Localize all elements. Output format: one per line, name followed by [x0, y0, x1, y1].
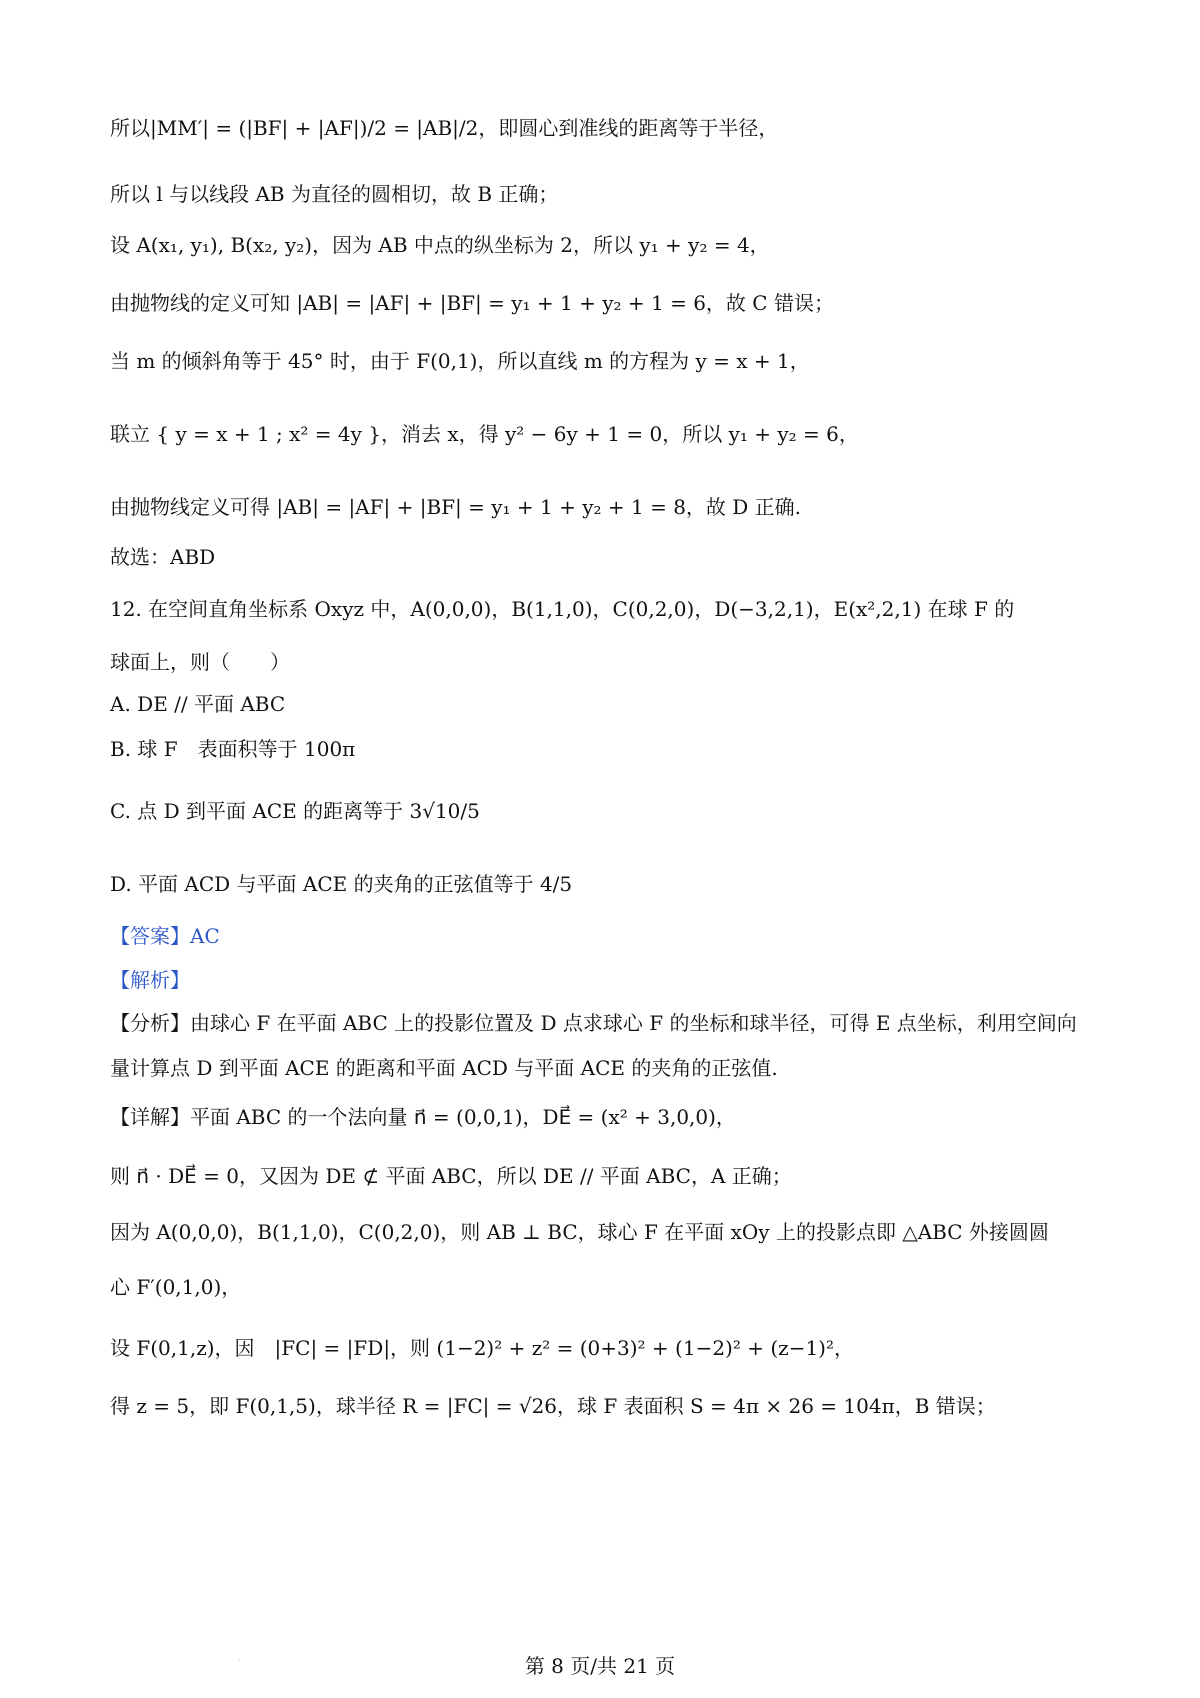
text-line: 由抛物线的定义可知 |AB| = |AF| + |BF| = y₁ + 1 + y₂ + 1 = 6，故 C 错误；	[110, 291, 834, 315]
text-line: 设 F(0,1,z)，因 |FC| = |FD|，则 (1−2)² + z² = (0+3)² + (1−2)² + (z−1)²，	[110, 1336, 854, 1360]
text-line: 球面上，则（ ）	[110, 650, 290, 674]
text-line: 则 n⃗ · DE⃗ = 0，又因为 DE ⊄ 平面 ABC，所以 DE // 平面 ABC，A 正确；	[110, 1164, 792, 1188]
text-line: 由抛物线定义可得 |AB| = |AF| + |BF| = y₁ + 1 + y₂ + 1 = 8，故 D 正确.	[110, 495, 802, 519]
option-a: A. DE // 平面 ABC	[110, 692, 286, 716]
text-line: 【详解】平面 ABC 的一个法向量 n⃗ = (0,0,1)，DE⃗ = (x² + 3,0,0)，	[110, 1105, 736, 1129]
text-line: 【分析】由球心 F 在平面 ABC 上的投影位置及 D 点求球心 F 的坐标和球半径，可得 E 点坐标，利用空间向	[110, 1011, 1077, 1035]
text-line: 量计算点 D 到平面 ACE 的距离和平面 ACD 与平面 ACE 的夹角的正弦值.	[110, 1056, 778, 1080]
text-line: 心 F′(0,1,0)，	[110, 1275, 242, 1299]
text-line: 所以|MM′| = (|BF| + |AF|)/2 = |AB|/2，即圆心到准线的距离等于半径，	[110, 116, 779, 140]
page-footer: 第 8 页/共 21 页	[524, 1654, 676, 1678]
text-line: 得 z = 5，即 F(0,1,5)，球半径 R = |FC| = √26，球 F 表面积 S = 4π × 26 = 104π，B 错误；	[110, 1394, 996, 1418]
page-mark: ·	[238, 1656, 241, 1665]
text-line: 因为 A(0,0,0)，B(1,1,0)，C(0,2,0)，则 AB ⊥ BC，球心 F 在平面 xOy 上的投影点即 △ABC 外接圆圆	[110, 1220, 1049, 1244]
text-line: 所以 l 与以线段 AB 为直径的圆相切，故 B 正确；	[110, 182, 559, 206]
answer-label: 【答案】AC	[110, 924, 220, 948]
option-d: D. 平面 ACD 与平面 ACE 的夹角的正弦值等于 4/5	[110, 872, 573, 896]
option-b: B. 球 F 表面积等于 100π	[110, 737, 356, 761]
question-12-line: 12. 在空间直角坐标系 Oxyz 中，A(0,0,0)，B(1,1,0)，C(0,2,0)，D(−3,2,1)，E(x²,2,1) 在球 F 的	[110, 597, 1015, 621]
analysis-label: 【解析】	[110, 968, 190, 992]
text-line: 故选：ABD	[110, 545, 216, 569]
text-line: 联立 { y = x + 1 ; x² = 4y }，消去 x，得 y² − 6y + 1 = 0，所以 y₁ + y₂ = 6，	[110, 422, 859, 446]
text-line: 设 A(x₁, y₁), B(x₂, y₂)，因为 AB 中点的纵坐标为 2，所以 y₁ + y₂ = 4，	[110, 233, 770, 257]
text-line: 当 m 的倾斜角等于 45° 时，由于 F(0,1)，所以直线 m 的方程为 y = x + 1，	[110, 349, 810, 373]
option-c: C. 点 D 到平面 ACE 的距离等于 3√10/5	[110, 799, 480, 823]
